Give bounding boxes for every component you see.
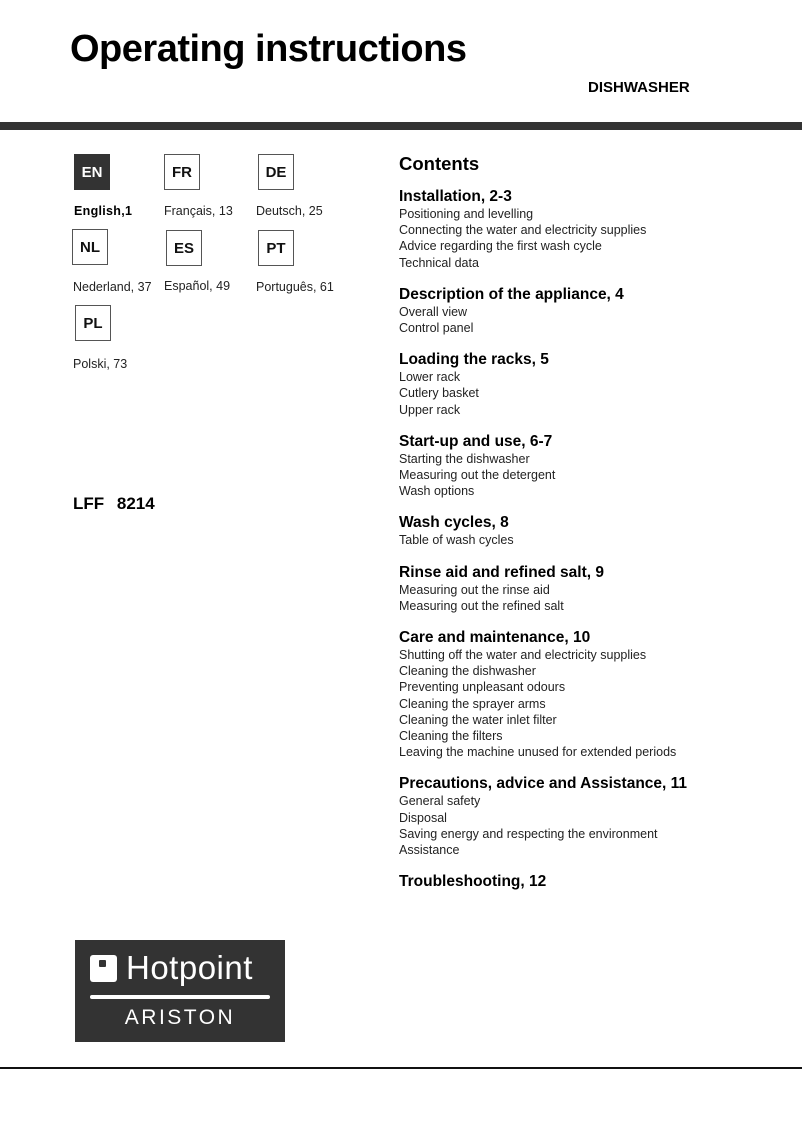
model-number: LFF 8214 — [73, 494, 155, 513]
logo-divider — [90, 995, 270, 999]
hotpoint-ariston-logo — [75, 940, 285, 1042]
toc-item[interactable]: Disposal — [399, 810, 447, 825]
toc-item[interactable]: Positioning and levelling — [399, 207, 534, 221]
toc-item[interactable]: Assistance — [399, 843, 460, 858]
language-link-nl[interactable]: Nederland, 37 — [73, 280, 152, 294]
toc-item[interactable]: Cleaning the dishwasher — [399, 664, 536, 679]
toc-item[interactable]: Overall view — [399, 304, 468, 319]
toc-item[interactable]: Cleaning the water inlet filter — [399, 712, 557, 727]
toc-section-title[interactable]: Installation, 2-3 — [399, 188, 512, 205]
language-button-es[interactable] — [166, 230, 202, 266]
toc-section-wash-cycles — [399, 513, 779, 548]
language-link-en[interactable]: English,1 — [74, 204, 133, 218]
language-link-fr[interactable]: Français, 13 — [164, 204, 233, 218]
toc-section-title[interactable]: Wash cycles, 8 — [399, 514, 509, 532]
toc-section-title[interactable]: Loading the racks, 5 — [399, 351, 549, 369]
toc-item[interactable]: Table of wash cycles — [399, 533, 514, 548]
logo-brand-top: Hotpoint — [126, 949, 253, 986]
toc-section-startup — [399, 432, 779, 500]
toc-item[interactable]: Cleaning the filters — [399, 729, 503, 744]
toc-section-description — [399, 285, 779, 336]
language-code: PT — [266, 239, 286, 257]
page-title: Operating instructions — [70, 28, 467, 70]
toc-item[interactable]: Connecting the water and electricity supplies — [399, 223, 647, 238]
toc-item[interactable]: Measuring out the refined salt — [399, 598, 564, 613]
language-button-nl[interactable] — [72, 229, 108, 265]
toc-section-precautions — [399, 774, 779, 858]
toc-item[interactable]: Cleaning the sprayer arms — [399, 696, 546, 711]
toc-item[interactable]: Wash options — [399, 484, 475, 499]
toc-item[interactable]: Control panel — [399, 321, 474, 336]
header-divider-bar — [0, 122, 802, 130]
toc-section-rinse-aid — [399, 563, 779, 614]
logo-brand-bottom: ARISTON — [124, 1006, 236, 1029]
language-code: EN — [81, 163, 103, 181]
toc-section-title[interactable]: Precautions, advice and Assistance, 11 — [399, 775, 688, 793]
language-link-de[interactable]: Deutsch, 25 — [256, 204, 323, 218]
contents-heading: Contents — [399, 153, 480, 174]
hotpoint-square-icon — [90, 955, 117, 982]
language-code: FR — [172, 163, 192, 181]
language-button-pl[interactable] — [75, 305, 111, 341]
toc-section-title[interactable]: Start-up and use, 6-7 — [399, 432, 553, 450]
toc-section-troubleshooting — [399, 872, 779, 891]
language-button-en[interactable] — [74, 154, 110, 190]
language-button-pt[interactable] — [258, 230, 294, 266]
toc-item[interactable]: Shutting off the water and electricity supplies — [399, 648, 647, 663]
toc-item[interactable]: Starting the dishwasher — [399, 451, 530, 466]
toc-item[interactable]: Measuring out the rinse aid — [399, 582, 550, 597]
language-code: PL — [83, 314, 103, 332]
toc-item[interactable]: Upper rack — [399, 402, 461, 417]
toc-section-title[interactable]: Care and maintenance, 10 — [399, 629, 591, 647]
toc-item[interactable]: General safety — [399, 794, 481, 809]
toc-section-title[interactable]: Troubleshooting, 12 — [399, 873, 547, 891]
table-of-contents — [399, 153, 779, 905]
toc-item[interactable]: Preventing unpleasant odours — [399, 680, 566, 695]
toc-section-title[interactable]: Description of the appliance, 4 — [399, 285, 624, 303]
toc-item[interactable]: Advice regarding the first wash cycle — [399, 239, 602, 254]
language-code: DE — [265, 163, 287, 181]
toc-section-installation — [399, 187, 779, 271]
language-button-de[interactable] — [258, 154, 294, 190]
language-link-es[interactable]: Español, 49 — [164, 279, 231, 293]
footer-divider — [0, 1067, 802, 1069]
language-button-fr[interactable] — [164, 154, 200, 190]
language-link-pt[interactable]: Português, 61 — [256, 280, 334, 294]
toc-item[interactable]: Saving energy and respecting the environment — [399, 826, 658, 841]
toc-section-loading — [399, 350, 779, 418]
product-type: DISHWASHER — [588, 79, 690, 96]
toc-item[interactable]: Measuring out the detergent — [399, 468, 556, 483]
toc-item[interactable]: Leaving the machine unused for extended periods — [399, 745, 677, 760]
toc-item[interactable]: Technical data — [399, 255, 479, 270]
toc-item[interactable]: Lower rack — [399, 370, 461, 385]
language-code: ES — [173, 239, 194, 257]
toc-item[interactable]: Cutlery basket — [399, 386, 479, 401]
toc-section-care — [399, 628, 779, 760]
toc-section-title[interactable]: Rinse aid and refined salt, 9 — [399, 563, 605, 581]
language-link-pl[interactable]: Polski, 73 — [73, 357, 128, 371]
language-code: NL — [80, 238, 100, 256]
